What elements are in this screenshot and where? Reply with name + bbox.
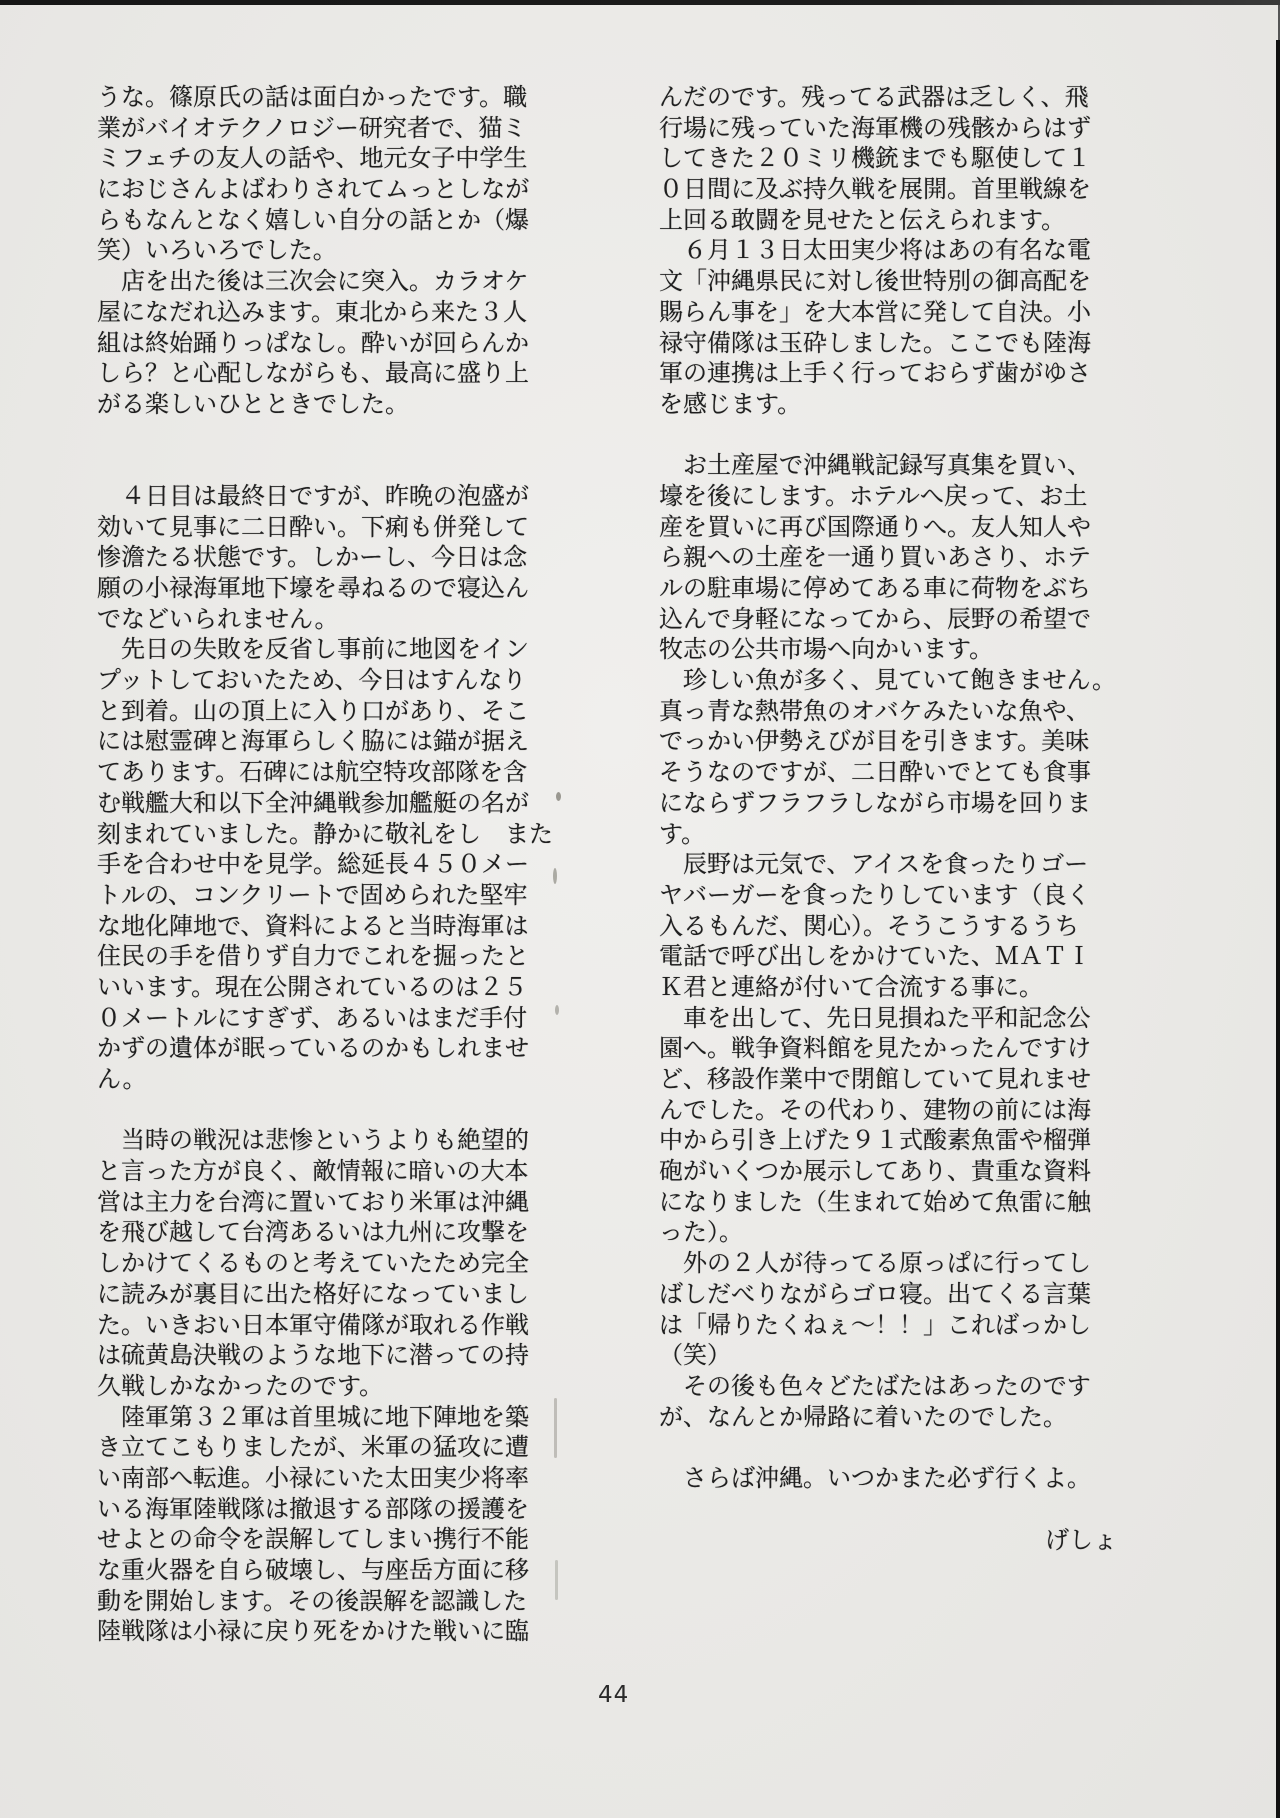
text-line: な地化陣地で、資料によると当時海軍は: [97, 911, 529, 940]
author-signature: げしょ: [1045, 1526, 1117, 1554]
scan-artifact: [553, 868, 557, 884]
text-line: [97, 450, 559, 481]
text-line: ん。: [97, 1065, 147, 1093]
text-line: 笑）いろいろでした。: [97, 236, 337, 265]
text-line: [659, 420, 1121, 451]
text-line: 陸戦隊は小禄に戻り死をかけた戦いに臨: [97, 1617, 529, 1646]
text-line: 賜らん事を」を大本営に発して自決。小: [659, 297, 1091, 326]
text-line: ４日目は最終日ですが、昨晩の泡盛が: [97, 481, 529, 510]
text-line: 砲がいくつか展示してあり、貴重な資料: [659, 1157, 1091, 1186]
text-line: ヤバーガーを食ったりしています（良く: [659, 880, 1091, 909]
text-line: 産を買いに再び国際通りへ。友人知人や: [659, 512, 1091, 541]
text-line: んでした。その代わり、建物の前には海: [659, 1095, 1091, 1124]
text-line: い南部へ転進。小禄にいた太田実少将率: [97, 1463, 529, 1492]
text-line: き立てこもりましたが、米軍の猛攻に遭: [97, 1433, 529, 1462]
text-line: 当時の戦況は悲惨というよりも絶望的: [97, 1126, 529, 1155]
text-line: 効いて見事に二日酔い。下痢も併発して: [97, 512, 529, 541]
text-line: 営は主力を台湾に置いており米軍は沖縄: [97, 1187, 529, 1216]
text-line: しら？と心配しながらも、最高に盛り上: [97, 359, 529, 388]
text-line: ミフェチの友人の話や、地元女子中学生: [97, 144, 528, 173]
scan-edge-top: [0, 0, 1280, 5]
text-line: Ｋ君と連絡が付いて合流する事に。: [659, 972, 1043, 1001]
text-line: さらば沖縄。いつかまた必ず行くよ。: [659, 1463, 1091, 1492]
text-line: 入るもんだ、関心）。そうこうするうち: [659, 911, 1079, 940]
text-line: でっかい伊勢えびが目を引きます。美味: [659, 727, 1090, 756]
left-text-column: [97, 82, 559, 1647]
text-line: 珍しい魚が多く、見ていて飽きません。: [659, 666, 1116, 695]
right-text-column: [659, 82, 1121, 1494]
text-line: 願の小禄海軍地下壕を尋ねるので寝込ん: [97, 574, 529, 602]
text-line: かずの遺体が眠っているのかもしれませ: [97, 1034, 529, 1063]
text-line: 先日の失敗を反省し事前に地図をイン: [97, 635, 529, 664]
text-line: 禄守備隊は玉砕しました。ここでも陸海: [659, 328, 1091, 357]
text-line: ０日間に及ぶ持久戦を展開。首里戦線を: [659, 175, 1091, 204]
text-line: を飛び越して台湾あるいは九州に攻撃を: [97, 1218, 529, 1247]
text-line: 文「沖縄県民に対し後世特別の御高配を: [659, 267, 1091, 296]
scan-artifact: [555, 1005, 559, 1015]
text-line: いる海軍陸戦隊は撤退する部隊の援護を: [97, 1494, 529, 1523]
text-line: 真っ青な熱帯魚のオバケみたいな魚や、: [659, 696, 1091, 725]
text-line: 辰野は元気で、アイスを食ったりゴー: [659, 850, 1089, 879]
text-line: 電話で呼び出しをかけていた、ＭＡＴＩ: [659, 942, 1091, 971]
text-line: 車を出して、先日見損ねた平和記念公: [659, 1003, 1091, 1032]
text-line: [97, 1095, 559, 1126]
text-line: がる楽しいひとときでした。: [97, 389, 409, 418]
text-line: む戦艦大和以下全沖縄戦参加艦艇の名が: [97, 788, 529, 817]
text-line: プットしておいたため、今日はすんなり: [97, 666, 527, 695]
text-line: な重火器を自ら破壊し、与座岳方面に移: [97, 1556, 529, 1584]
text-line: [97, 420, 559, 451]
text-line: ばしだべりながらゴロ寝。出てくる言葉: [659, 1279, 1091, 1308]
text-line: いいます。現在公開されているのは２５: [97, 972, 528, 1001]
text-line: しかけてくるものと考えていたため完全: [97, 1249, 529, 1278]
text-line: 刻まれていました。静かに敬礼をし また: [97, 819, 553, 848]
scan-artifact: [554, 1398, 557, 1458]
text-line: に読みが裏目に出た格好になっていまし: [97, 1279, 529, 1308]
text-line: は硫黄島決戦のような地下に潜っての持: [97, 1341, 529, 1370]
text-line: らもなんとなく嬉しい自分の話とか（爆: [97, 205, 529, 234]
text-line: 園へ。戦争資料館を見たかったんですけ: [659, 1034, 1091, 1063]
text-line: と言った方が良く、敵情報に暗いの大本: [97, 1157, 529, 1186]
text-line: 動を開始します。その後誤解を認識した: [97, 1586, 528, 1615]
text-line: 込んで身軽になってから、辰野の希望で: [659, 604, 1091, 633]
text-line: でなどいられません。: [97, 604, 339, 633]
text-line: 中から引き上げた９１式酸素魚雷や榴弾: [659, 1126, 1091, 1155]
scan-artifact: [556, 792, 561, 801]
text-line: には慰霊碑と海軍らしく脇には錨が据え: [97, 727, 529, 756]
scan-edge-right: [1276, 40, 1280, 1818]
text-line: た。いきおい日本軍守備隊が取れる作戦: [97, 1310, 529, 1339]
text-line: ど、移設作業中で閉館していて見れませ: [659, 1065, 1091, 1093]
text-line: 久戦しかなかったのです。: [97, 1371, 384, 1400]
text-line: を感じます。: [659, 389, 802, 418]
text-line: 惨澹たる状態です。しかーし、今日は念: [97, 543, 528, 572]
text-line: うな。篠原氏の話は面白かったです。職: [97, 83, 528, 111]
text-line: におじさんよばわりされてムっとしなが: [97, 175, 530, 204]
text-line: す。: [659, 819, 706, 848]
text-line: （笑）: [659, 1341, 731, 1370]
text-line: と到着。山の頂上に入り口があり、そこ: [97, 696, 529, 725]
text-line: してきた２０ミリ機銃までも駆使して１: [659, 144, 1091, 173]
text-line: ら親への土産を一通り買いあさり、ホテ: [659, 543, 1091, 572]
text-line: ０メートルにすぎず、あるいはまだ手付: [97, 1003, 528, 1032]
text-line: お土産屋で沖縄戦記録写真集を買い、: [659, 451, 1091, 480]
text-line: 行場に残っていた海軍機の残骸からはず: [659, 113, 1091, 142]
text-line: になりました（生まれて始めて魚雷に触: [659, 1187, 1091, 1216]
text-line: 業がバイオテクノロジー研究者で、猫ミ: [97, 113, 527, 142]
text-line: 屋になだれ込みます。東北から来た３人: [97, 297, 528, 326]
text-line: 店を出た後は三次会に突入。カラオケ: [97, 267, 529, 296]
text-line: 牧志の公共市場へ向かいます。: [659, 635, 994, 664]
text-line: った）。: [659, 1218, 743, 1247]
text-line: 壕を後にします。ホテルへ戻って、お土: [659, 481, 1088, 510]
text-line: てあります。石碑には航空特攻部隊を含: [97, 758, 528, 787]
text-line: せよとの命令を誤解してしまい携行不能: [97, 1525, 529, 1554]
scan-artifact: [555, 1560, 558, 1600]
text-line: 手を合わせ中を見学。総延長４５０メー: [97, 850, 529, 879]
text-line: そうなのですが、二日酔いでとても食事: [659, 758, 1091, 787]
text-line: んだのです。残ってる武器は乏しく、飛: [659, 83, 1089, 111]
page-number: 44: [598, 1682, 630, 1708]
text-line: ６月１３日太田実少将はあの有名な電: [659, 236, 1091, 265]
text-line: が、なんとか帰路に着いたのでした。: [659, 1402, 1067, 1431]
text-line: 陸軍第３２軍は首里城に地下陣地を築: [97, 1402, 529, 1431]
text-line: ルの駐車場に停めてある車に荷物をぶち: [659, 574, 1091, 602]
text-line: にならずフラフラしながら市場を回りま: [659, 788, 1091, 817]
text-line: [659, 1432, 1121, 1463]
text-line: その後も色々どたばたはあったのです: [659, 1371, 1091, 1400]
text-line: トルの、コンクリートで固められた堅牢: [97, 880, 528, 909]
text-line: 住民の手を借りず自力でこれを掘ったと: [97, 942, 529, 971]
text-line: 上回る敢闘を見せたと伝えられます。: [659, 205, 1066, 234]
text-line: は「帰りたくねぇ～！！」こればっかし: [659, 1310, 1091, 1339]
text-line: 組は終始踊りっぱなし。酔いが回らんか: [97, 328, 529, 357]
text-line: 外の２人が待ってる原っぱに行ってし: [659, 1249, 1091, 1278]
text-line: 軍の連携は上手く行っておらず歯がゆさ: [659, 359, 1091, 388]
